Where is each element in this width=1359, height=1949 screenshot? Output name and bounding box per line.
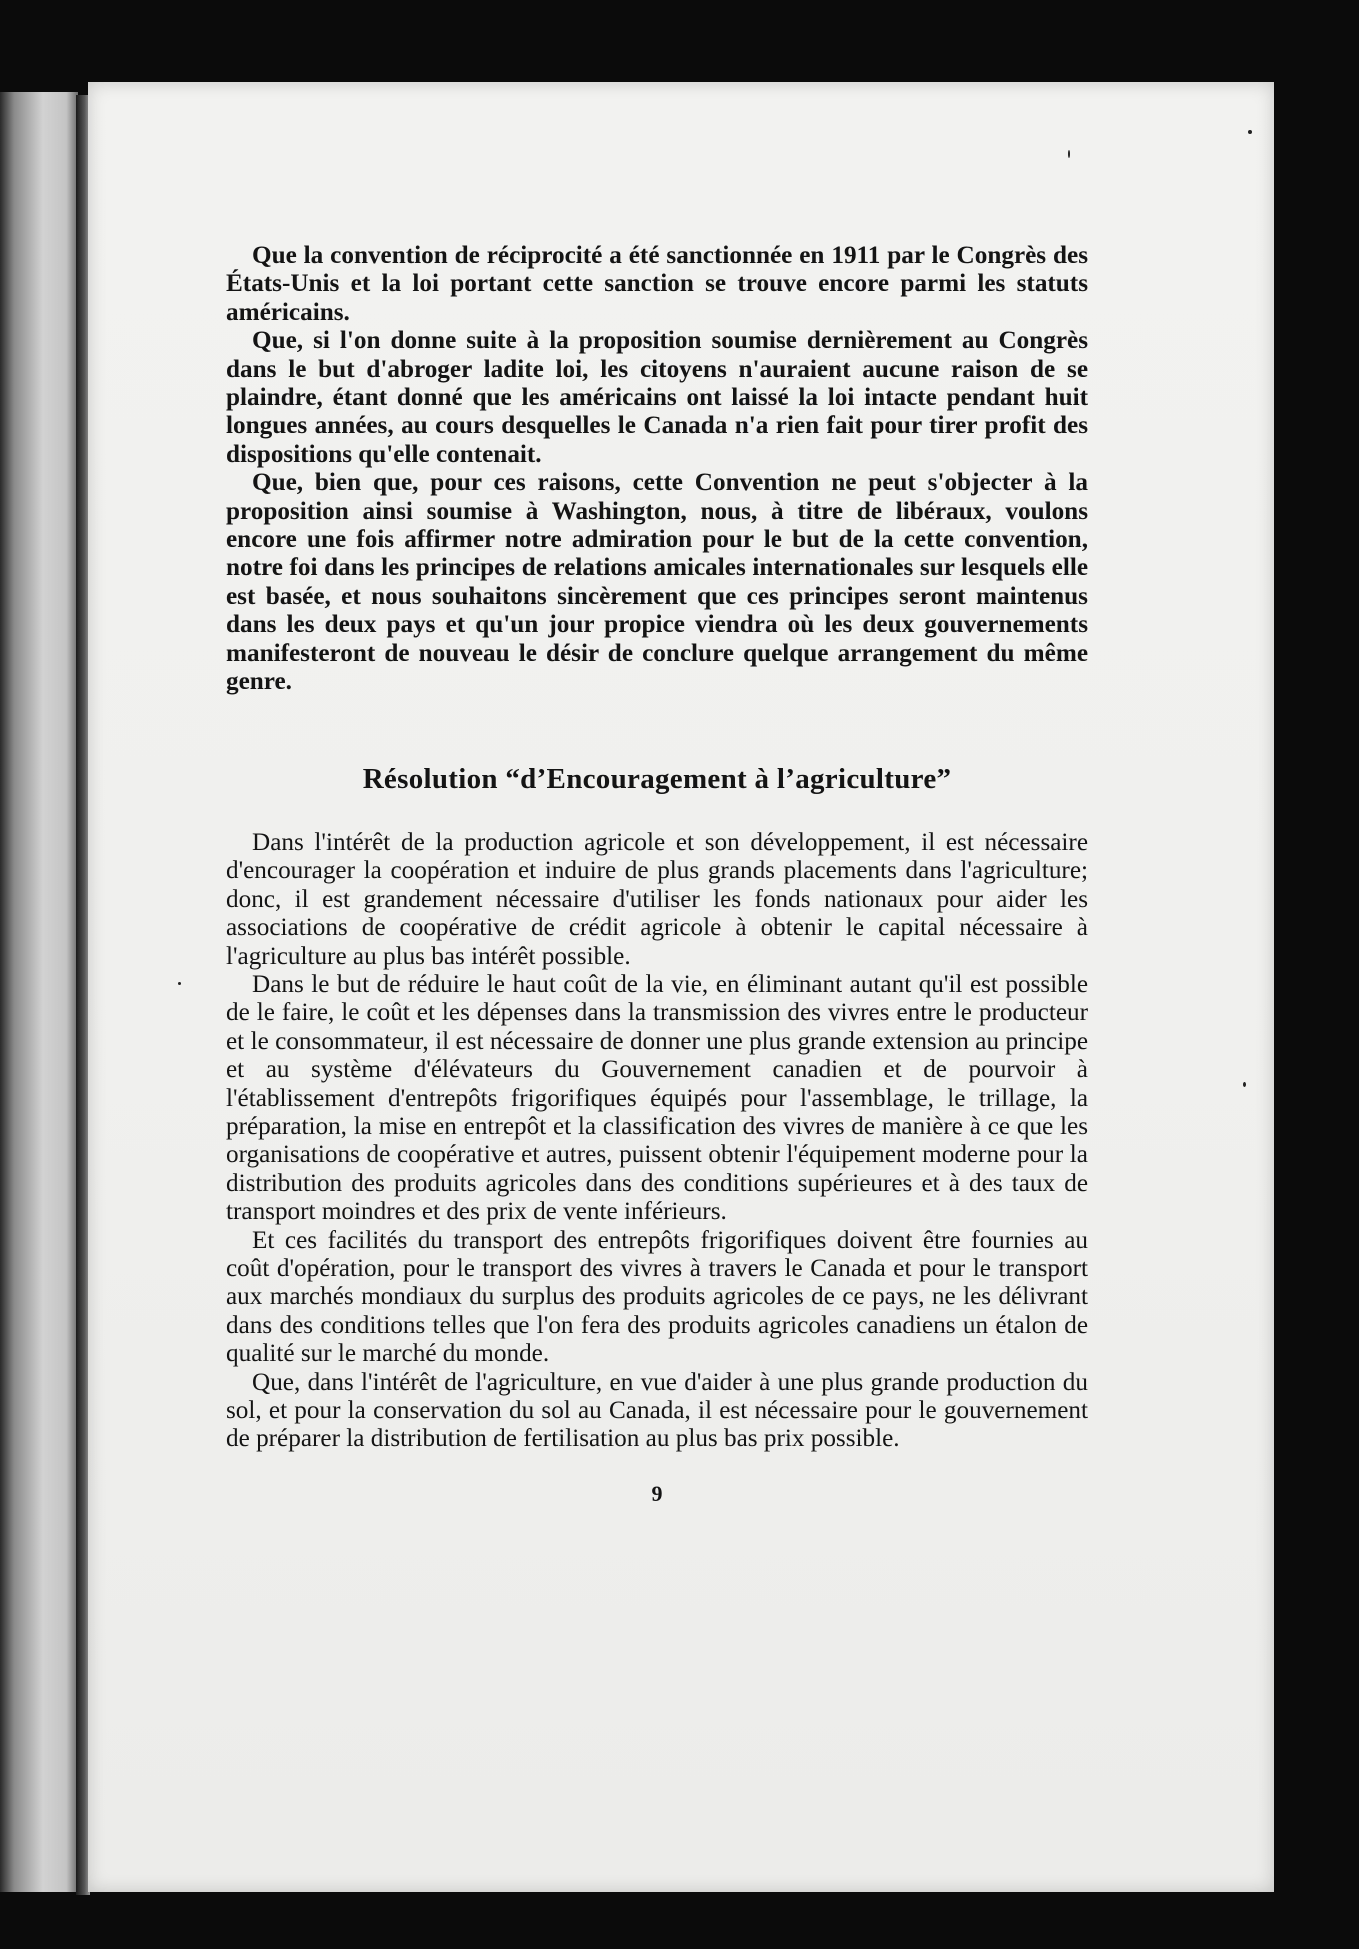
agriculture-resolution-section (226, 829, 1088, 1454)
paragraph: Que, si l'on donne suite à la proposition soumise dernièrement au Congrès dans le but d'abroger ladite loi, les citoyens n'auraient aucune raison de se plaindre, étant donné que les américains ont laissé la loi intacte pendant huit longues années, au cours desquelles le Canada n'a rien fait pour tirer profit des dispositions qu'elle contenait. (226, 327, 1088, 468)
paragraph: Dans l'intérêt de la production agricole et son développement, il est nécessaire d'encourager la coopération et induire de plus grands placements dans l'agriculture; donc, il est grandement nécessaire d'utiliser les fonds nationaux pour aider les associations de coopérative de crédit agricole à obtenir le capital nécessaire à l'agriculture au plus bas intérêt possible. (226, 828, 1088, 970)
paragraph: Que, dans l'intérêt de l'agriculture, en vue d'aider à une plus grande production du sol, et pour la conservation du sol au Canada, il est nécessaire pour le gouvernement de préparer la distribution de fertilisation au plus bas prix possible. (226, 1368, 1088, 1453)
section-heading: Résolution “d’Encouragement à l’agriculture” (362, 762, 952, 795)
dust-speck (1068, 150, 1070, 158)
page-number: 9 (651, 1480, 663, 1506)
dust-speck (1243, 1082, 1246, 1087)
facing-page-edge (0, 92, 78, 1892)
dust-speck (178, 982, 181, 985)
page-text (226, 242, 1088, 1508)
document-page (88, 82, 1274, 1892)
dust-speck (1248, 130, 1252, 134)
paragraph: Que la convention de réciprocité a été sanctionnée en 1911 par le Congrès des États-Unis et la loi portant cette sanction se trouve encore parmi les statuts américains. (226, 242, 1088, 326)
paragraph: Dans le but de réduire le haut coût de la vie, en éliminant autant qu'il est possible de le faire, le coût et les dépenses dans la transmission des vivres entre le producteur et le consommateur, il est nécessaire de donner une plus grande extension au principe et au système d'élévateurs du Gouvernement canadien et de pourvoir à l'établissement d'entrepôts frigorifiques équipés pour l'assemblage, le trillage, la préparation, la mise en entrepôt et la classification des vivres de manière à ce que les organisations de coopérative et autres, puissent obtenir l'équipement moderne pour la distribution des produits agricoles dans des conditions supérieures et à des taux de transport moindres et des prix de vente inférieurs. (226, 970, 1088, 1226)
paragraph: Et ces facilités du transport des entrepôts frigorifiques doivent être fournies au coût d'opération, pour le transport des vivres à travers le Canada et pour le transport aux marchés mondiaux du surplus des produits agricoles de ce pays, ne les délivrant dans des conditions telles que l'on fera des produits agricoles canadiens un étalon de qualité sur le marché du monde. (226, 1226, 1088, 1368)
reciprocity-resolution-section (226, 242, 1088, 697)
paragraph: Que, bien que, pour ces raisons, cette Convention ne peut s'objecter à la proposition ainsi soumise à Washington, nous, à titre de libéraux, voulons encore une fois affirmer notre admiration pour le but de la cette convention, notre foi dans les principes de relations amicales internationales sur lesquels elle est basée, et nous souhaitons sincèrement que ces principes seront maintenus dans les deux pays et qu'un jour propice viendra où les deux gouvernements manifesteront de nouveau le désir de conclure quelque arrangement du même genre. (226, 469, 1088, 696)
